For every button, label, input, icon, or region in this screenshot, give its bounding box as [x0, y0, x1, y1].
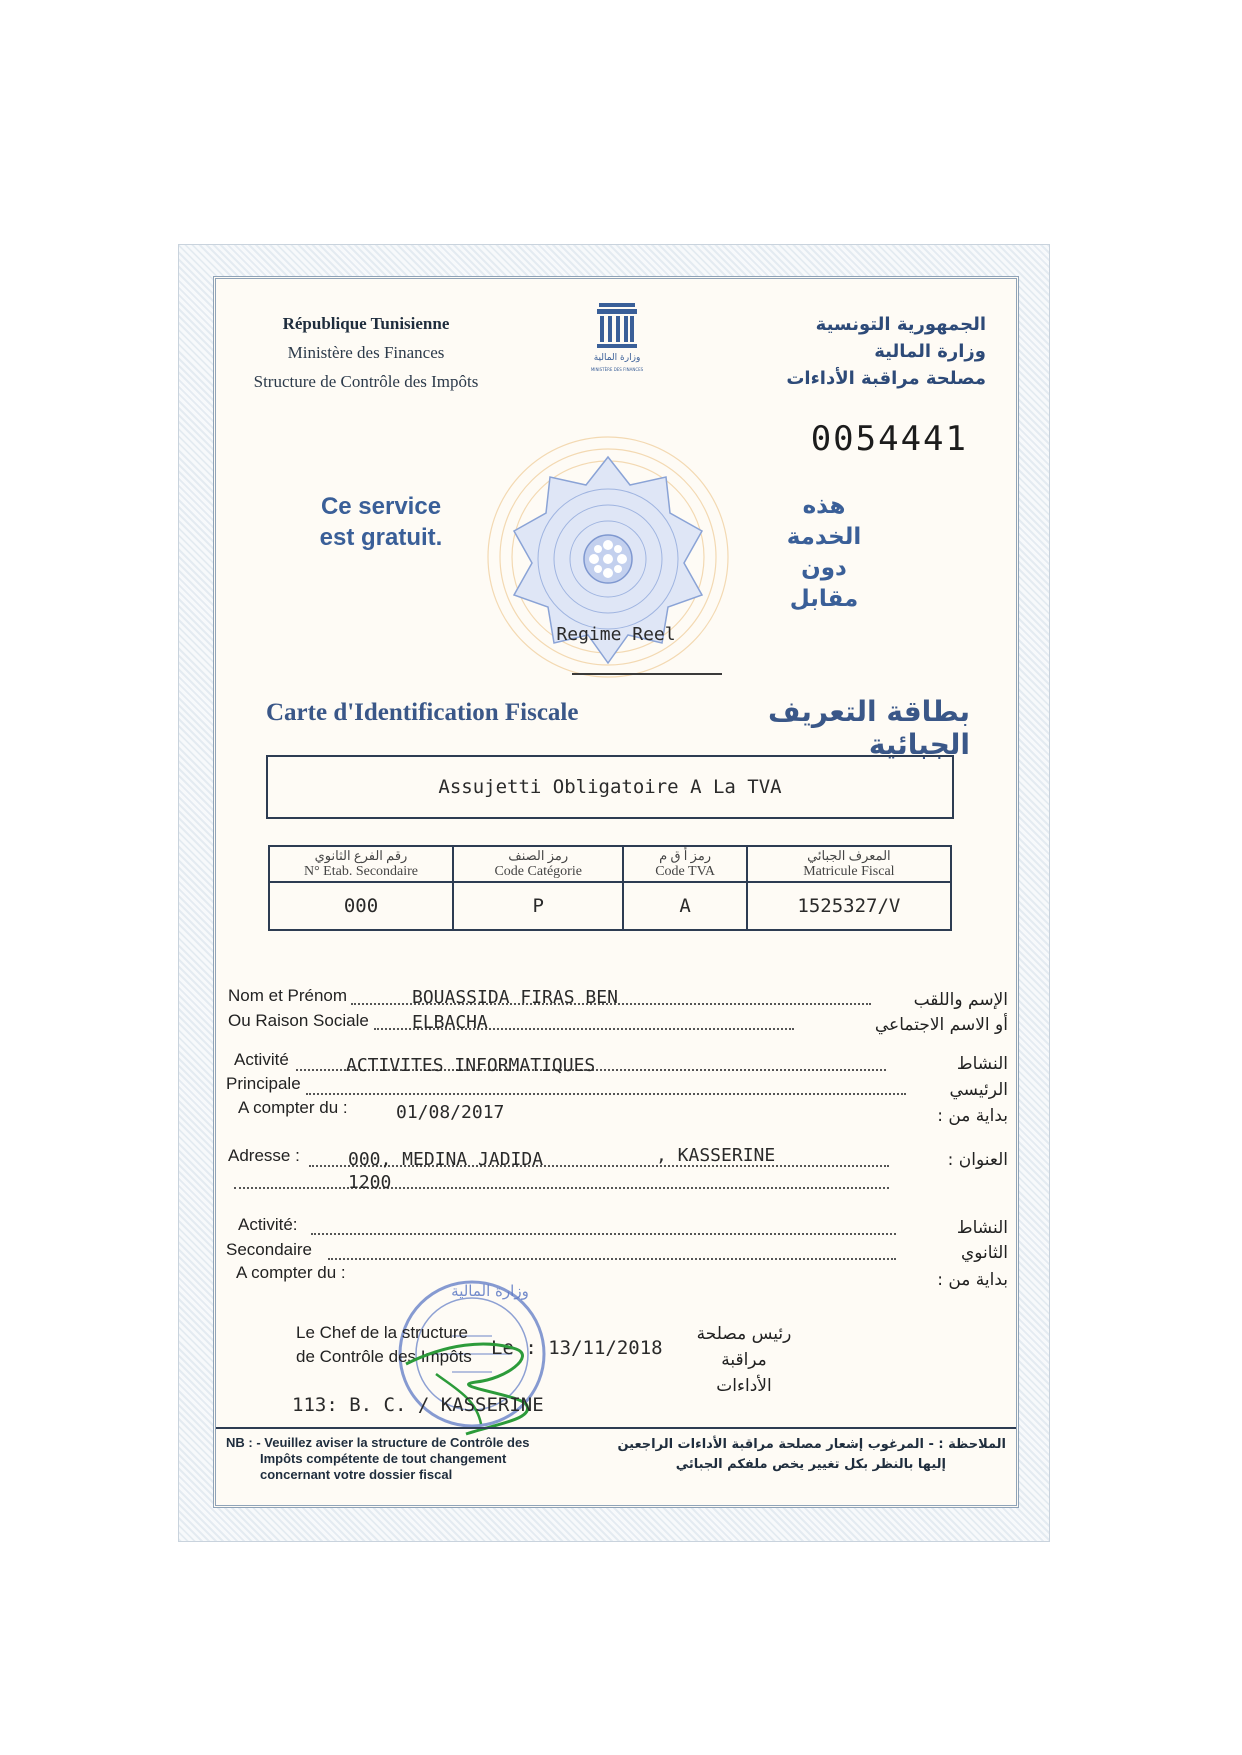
- logo-caption-ar: وزارة المالية: [593, 353, 641, 363]
- note-fr-line1: NB : - Veuillez aviser la structure de Contrôle des: [226, 1435, 530, 1450]
- activite-label-ar: النشاط: [956, 1054, 1008, 1074]
- codes-value-row: [269, 882, 951, 930]
- ministry-logo-icon: [587, 301, 647, 377]
- header-ar-ministry: وزارة المالية: [874, 341, 986, 362]
- chef-ar-line1: رئيس مصلحة مراقبة: [696, 1324, 792, 1370]
- adresse-label-fr: Adresse :: [228, 1146, 300, 1165]
- rosette-watermark-icon: [458, 407, 758, 707]
- sec-compter-label-fr: A compter du :: [236, 1263, 346, 1282]
- codes-header-row: [269, 846, 951, 882]
- free-service-ar-line2: دون مقابل: [789, 555, 859, 612]
- tva-status-text: Assujetti Obligatoire A La TVA: [438, 776, 782, 798]
- chef-ar: [679, 1321, 809, 1399]
- logo-caption-fr: MINISTÈRE DES FINANCES: [590, 367, 644, 372]
- principale-label-ar: الرئيسي: [949, 1080, 1008, 1100]
- codes-header-tva-ar: رمز أ ق م: [659, 848, 712, 863]
- raison-label-ar: أو الاسم الاجتماعي: [874, 1015, 1008, 1035]
- codes-header-categorie: [453, 846, 624, 882]
- header-ar-republic: الجمهورية التونسية: [815, 314, 986, 335]
- codes-header-categorie-fr: Code Catégorie: [494, 864, 582, 879]
- nom-label-fr: Nom et Prénom: [228, 986, 348, 1005]
- chef-fr-line1: Le Chef de la structure: [296, 1323, 468, 1342]
- header-ar-structure: مصلحة مراقبة الأداءات: [786, 368, 986, 389]
- compter-label-ar: بداية من :: [937, 1106, 1008, 1126]
- serial-number: 0054441: [810, 419, 968, 459]
- sec-compter-label-ar: بداية من :: [937, 1270, 1008, 1290]
- codes-header-matricule-ar: المعرف الجبائي: [807, 848, 891, 863]
- note-separator: [216, 1427, 1016, 1429]
- free-service-fr-line1: Ce service: [320, 493, 442, 520]
- codes-header-tva: [623, 846, 746, 882]
- free-service-ar-line1: هذه الخدمة: [786, 493, 862, 550]
- free-service-ar: [764, 491, 884, 615]
- note-fr-line3: concernant votre dossier fiscal: [260, 1467, 453, 1482]
- adresse-value-3: 1200: [348, 1172, 392, 1193]
- codes-header-etab-fr: N° Etab. Secondaire: [303, 864, 419, 879]
- compter-value: 01/08/2017: [396, 1102, 505, 1123]
- note-ar: [576, 1435, 1006, 1475]
- raison-value: ELBACHA: [412, 1012, 488, 1033]
- nom-label-ar: الإسم واللقب: [913, 990, 1008, 1010]
- note-ar-line2: إليها بالنظر بكل تغيير يخص ملفكم الجبائي: [675, 1457, 946, 1472]
- chef-fr-line2: de Contrôle des Impôts: [296, 1347, 472, 1366]
- sec-activite-dotted-line: [311, 1233, 896, 1235]
- chef-ar-line2: الأداءات: [716, 1376, 772, 1396]
- codes-value-categorie: P: [453, 882, 624, 930]
- activite-value: ACTIVITES INFORMATIQUES: [346, 1055, 596, 1076]
- codes-table: [268, 845, 952, 931]
- codes-value-matricule: 1525327/V: [747, 882, 951, 930]
- regime-underline: [572, 673, 722, 675]
- codes-header-matricule-fr: Matricule Fiscal: [803, 864, 895, 879]
- card-inner-frame: [213, 276, 1019, 1508]
- sec-secondaire-label-fr: Secondaire: [226, 1240, 313, 1259]
- title-french: Carte d'Identification Fiscale: [266, 699, 579, 726]
- codes-value-etab: 000: [269, 882, 453, 930]
- header-fr-ministry: Ministère des Finances: [287, 343, 445, 362]
- header-fr-structure: Structure de Contrôle des Impôts: [253, 372, 479, 391]
- codes-value-tva: A: [623, 882, 746, 930]
- title-arabic: بطاقة التعريف الجبائية: [768, 695, 970, 761]
- sec-secondaire-dotted-line: [328, 1258, 896, 1260]
- stamp-text: وزارة المالية: [451, 1282, 529, 1300]
- header-fr-republic: République Tunisienne: [282, 314, 450, 333]
- issue-date: Le : 13/11/2018: [491, 1337, 663, 1359]
- principale-dotted-line: [306, 1093, 906, 1095]
- free-service-fr-line2: est gratuit.: [319, 524, 443, 551]
- note-fr: [226, 1435, 556, 1483]
- codes-header-etab-ar: رقم الفرع الثانوي: [314, 848, 408, 863]
- adresse-value-1: 000, MEDINA JADIDA: [348, 1149, 544, 1170]
- activite-label-fr: Activité: [234, 1050, 289, 1069]
- sec-activite-label-ar: النشاط: [956, 1218, 1008, 1238]
- note-ar-line1: الملاحظة : - المرغوب إشعار مصلحة مراقبة الأداءات الراجعين: [617, 1437, 1006, 1452]
- handwritten-signature-icon: [366, 1304, 566, 1444]
- office-code: 113: B. C. / KASSERINE: [292, 1394, 544, 1416]
- adresse-label-ar: العنوان :: [947, 1150, 1008, 1170]
- tva-status-box: [266, 755, 954, 819]
- principale-label-fr: Principale: [226, 1074, 301, 1093]
- sec-secondaire-label-ar: الثانوي: [960, 1243, 1008, 1263]
- free-service-fr: [296, 491, 466, 553]
- nom-value: BOUASSIDA FIRAS BEN: [412, 987, 618, 1008]
- compter-label-fr: A compter du :: [238, 1098, 348, 1117]
- sec-activite-label-fr: Activité:: [238, 1215, 298, 1234]
- codes-header-etab: [269, 846, 453, 882]
- note-fr-line2: Impôts compétente de tout changement: [260, 1451, 507, 1466]
- fiscal-card: [178, 244, 1050, 1542]
- raison-label-fr: Ou Raison Sociale: [228, 1011, 369, 1030]
- codes-header-matricule: [747, 846, 951, 882]
- adresse-value-2: , KASSERINE: [656, 1145, 776, 1166]
- adresse-dotted-line-2: [234, 1187, 889, 1189]
- header-french: [216, 309, 516, 396]
- regime-label: Regime Reel: [556, 624, 676, 645]
- codes-header-tva-fr: Code TVA: [655, 864, 715, 879]
- header-arabic: [786, 311, 986, 392]
- codes-header-categorie-ar: رمز الصنف: [508, 848, 569, 863]
